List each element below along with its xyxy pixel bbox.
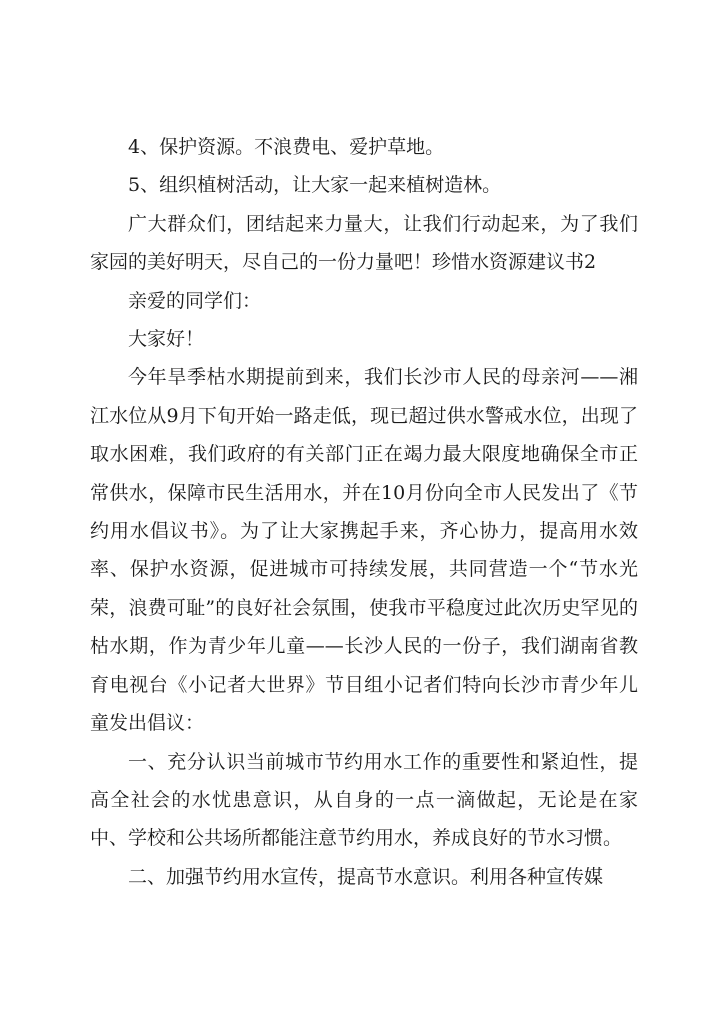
paragraph-salutation: 亲爱的同学们： (128, 289, 262, 312)
document-body (90, 128, 638, 896)
paragraph-item-4: 4、保护资源。不浪费电、爱护草地。 (128, 136, 445, 158)
paragraph-point-one: 一、充分认识当前城市节约用水工作的重要性和紧迫性，提高全社会的水忧患意识，从自身的一点一滴做起，无论是在家中、学校和公共场所都能注意节约用水，养成良好的节水习惯。 (90, 750, 638, 850)
paragraph-item-5: 5、组织植树活动，让大家一起来植树造林。 (128, 174, 502, 197)
paragraph-point-two: 二、加强节约用水宣传，提高节水意识。利用各种宣传媒 (128, 865, 604, 888)
paragraph-background: 今年旱季枯水期提前到来，我们长沙市人民的母亲河——湘江水位从9月下旬开始一路走低，现已超过供水警戒水位，出现了取水困难，我们政府的有关部门正在竭力最大限度地确保全市正常供水，保障市民生活用水，并在10月份向全市人民发出了《节约用水倡议书》。为了让大家携起手来，齐心协力，提高用水效率、保护水资源，促进城市可持续发展，共同营造一个“节水光荣，浪费可耻”的良好社会氛围，使我市平稳度过此次历史罕见的枯水期，作为青少年儿童——长沙人民的一份子，我们湖南省教育电视台《小记者大世界》节目组小记者们特向长沙市青少年儿童发出倡议： (90, 366, 638, 735)
paragraph-closing-appeal: 广大群众们，团结起来力量大，让我们行动起来，为了我们家园的美好明天，尽自己的一份力量吧！珍惜水资源建议书2 (90, 212, 638, 274)
paragraph-greeting: 大家好！ (128, 328, 205, 351)
